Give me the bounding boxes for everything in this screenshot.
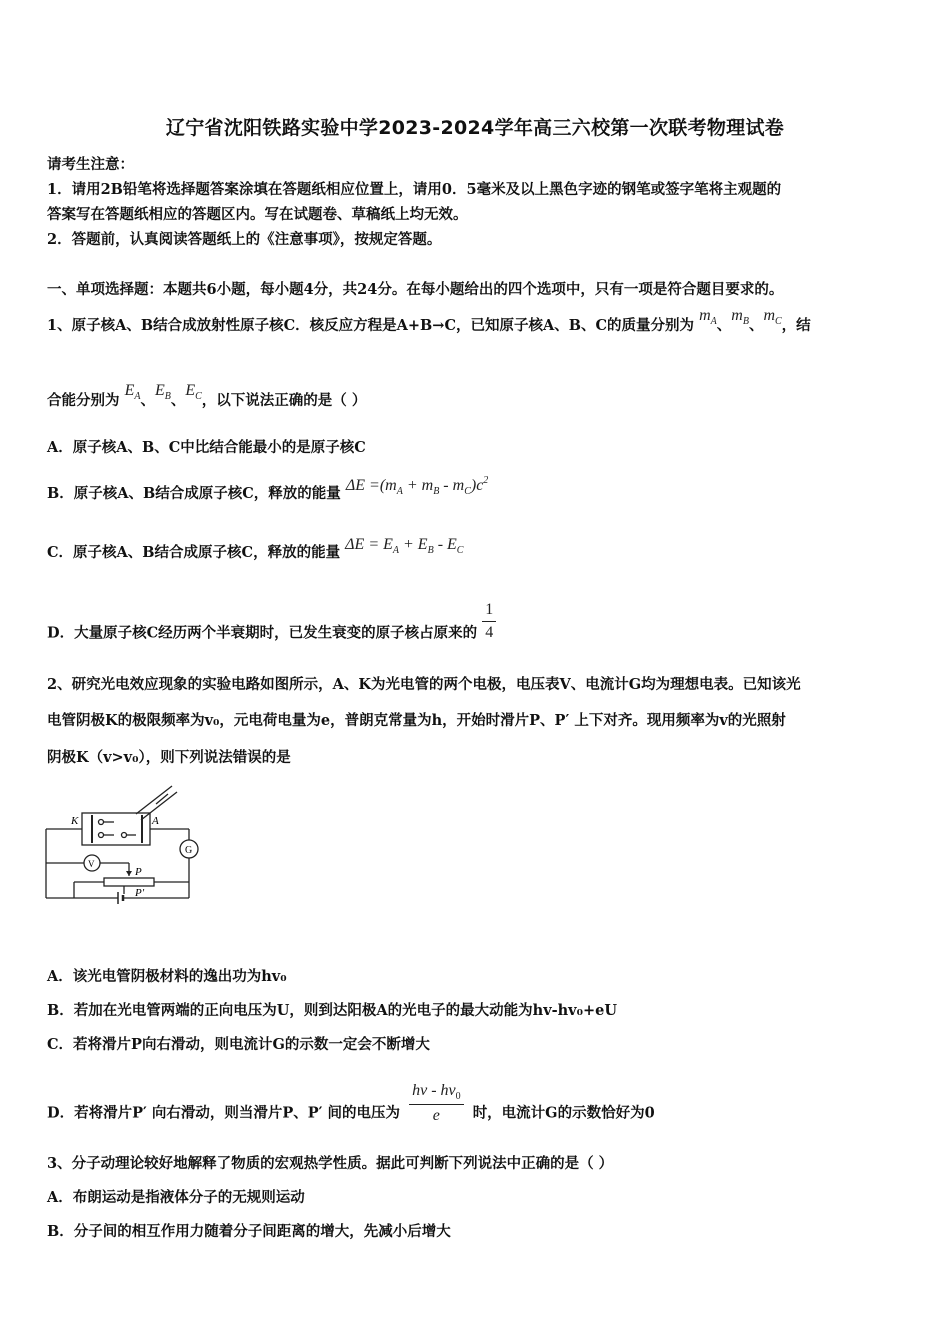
q1-stem-end: ，结 — [781, 317, 811, 334]
q1-stem-line2: 合能分别为 $E_A$、$E_B$、$E_C$，以下说法正确的是（ ） — [47, 382, 367, 409]
q1-energy-b: $E_B$ — [154, 382, 171, 402]
notice-heading: 请考生注意： — [47, 156, 134, 173]
q1-option-b-formula: $\Delta E =(m_A + m_B - m_C)c^2$ — [345, 475, 489, 497]
q2-option-d: D．若将滑片P′ 向右滑动，则当滑片P、P′ 间的电压为 $\frac{hv - hv_0}{e}$ 时，电流计G的示数恰好为0 — [47, 1082, 655, 1124]
page-title: 辽宁省沈阳铁路实验中学2023-2024学年高三六校第一次联考物理试卷 — [165, 117, 785, 139]
q1-stem-line1: 1、原子核A、B结合成放射性原子核C．核反应方程是A+B→C，已知原子核A、B、C的质量分别为 $m_A$、$m_B$、$m_C$，结 — [47, 307, 811, 334]
q2-stem-line3: 阴极K（v>v₀），则下列说法错误的是 — [47, 749, 291, 766]
q1-option-d: D．大量原子核C经历两个半衰期时，已发生衰变的原子核占原来的 $\frac{1}{4}$ — [47, 613, 496, 654]
q1-option-b: B．原子核A、B结合成原子核C，释放的能量 $\Delta E =(m_A + m_B - m_C)c^2$ — [47, 475, 489, 502]
q3-option-a: A．布朗运动是指液体分子的无规则运动 — [47, 1189, 305, 1206]
q1-stem-a: 1、原子核A、B结合成放射性原子核C．核反应方程是A+B→C，已知原子核A、B、C的质量分别为 — [47, 317, 695, 334]
label-g: G — [185, 845, 193, 856]
notice-line-2: 2．答题前，认真阅读答题纸上的《注意事项》，按规定答题。 — [47, 231, 442, 248]
slider-p-arrow — [126, 871, 132, 876]
label-k: K — [71, 815, 79, 827]
q1-mass-c: $m_C$ — [763, 307, 782, 327]
q2-stem-line2: 电管阴极K的极限频率为v₀，元电荷电量为e，普朗克常量为h，开始时滑片P、P′ 上下对齐。现用频率为v的光照射 — [47, 712, 786, 729]
q1-energy-a: $E_A$ — [124, 382, 141, 402]
label-a: A — [152, 815, 159, 827]
electron-1 — [99, 820, 104, 825]
q1-option-c-formula: $\Delta E = E_A + E_B - E_C$ — [345, 536, 464, 556]
label-v: V — [88, 859, 95, 869]
q2-stem-line1: 2、研究光电效应现象的实验电路如图所示，A、K为光电管的两个电极，电压表V、电流计G均为理想电表。已知该光 — [47, 676, 801, 693]
q3-stem: 3、分子动理论较好地解释了物质的宏观热学性质。据此可判断下列说法中正确的是（ ） — [47, 1155, 614, 1172]
q1-option-d-fraction: $\frac{1}{4}$ — [482, 601, 496, 642]
q2-option-c: C．若将滑片P向右滑动，则电流计G的示数一定会不断增大 — [47, 1036, 430, 1053]
q3-option-b: B．分子间的相互作用力随着分子间距离的增大，先减小后增大 — [47, 1223, 451, 1240]
section-heading: 一、单项选择题：本题共6小题，每小题4分，共24分。在每小题给出的四个选项中，只有一项是符合题目要求的。 — [47, 281, 784, 298]
rheostat — [104, 878, 154, 886]
q1-option-a: A．原子核A、B、C中比结合能最小的是原子核C — [47, 439, 366, 456]
light-ray-3 — [156, 794, 168, 804]
photoelectric-circuit-figure — [44, 780, 209, 925]
q1-mass-b: $m_B$ — [731, 307, 749, 327]
q1-option-c: C．原子核A、B结合成原子核C，释放的能量 $\Delta E = E_A + E_B - E_C$ — [47, 536, 464, 561]
q2-option-a: A．该光电管阴极材料的逸出功为hv₀ — [47, 968, 287, 985]
label-p-prime: P′ — [135, 887, 145, 899]
q2-option-d-fraction: $\frac{hv - hv_0}{e}$ — [409, 1082, 464, 1125]
electron-3 — [122, 833, 127, 838]
notice-line-1: 1．请用2B铅笔将选择题答案涂填在答题纸相应位置上，请用0．5毫米及以上黑色字迹的钢笔或签字笔将主观题的 — [47, 181, 782, 198]
notice-line-1b: 答案写在答题纸相应的答题区内。写在试题卷、草稿纸上均无效。 — [47, 206, 468, 223]
q1-energy-c: $E_C$ — [185, 382, 202, 402]
electron-2 — [99, 833, 104, 838]
q1-mass-a: $m_A$ — [699, 307, 717, 327]
label-p: P — [135, 866, 142, 878]
q2-option-b: B．若加在光电管两端的正向电压为U，则到达阳极A的光电子的最大动能为hv-hv₀+eU — [47, 1002, 617, 1019]
